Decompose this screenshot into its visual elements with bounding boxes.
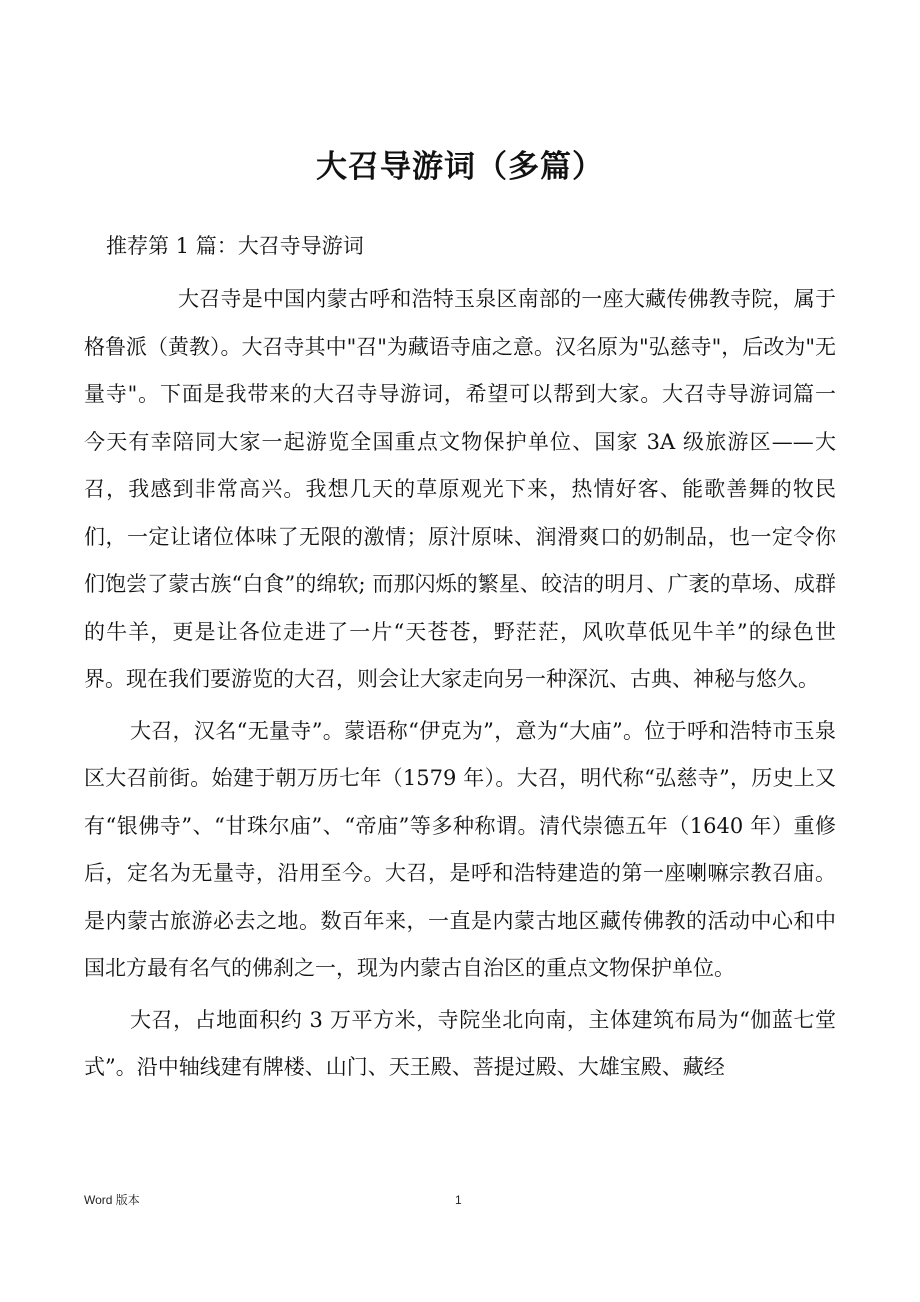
- footer-page-number: 1: [455, 1193, 462, 1207]
- body-paragraph: 大召，占地面积约 3 万平方米，寺院坐北向南，主体建筑布局为“伽蓝七堂式”。沿中轴线建有牌楼、山门、天王殿、菩提过殿、大雄宝殿、藏经: [84, 1007, 836, 1079]
- body-paragraph: 大召，汉名“无量寺”。蒙语称“伊克为”，意为“大庙”。位于呼和浩特市玉泉区大召前街。始建于朝万历七年（1579 年）。大召，明代称“弘慈寺”，历史上又有“银佛寺”、“甘珠尔庙”、“帝庙”等多种称谓。清代崇德五年（1640 年）重修后，定名为无量寺，沿用至今。大召，是呼和浩特建造的第一座喇嘛宗教召庙。是内蒙古旅游必去之地。数百年来，一直是内蒙古地区藏传佛教的活动中心和中国北方最有名气的佛刹之一，现为内蒙古自治区的重点文物保护单位。: [84, 718, 836, 980]
- section-subtitle: 推荐第 1 篇：大召寺导游词: [106, 234, 364, 258]
- body-paragraph: 大召寺是中国内蒙古呼和浩特玉泉区南部的一座大藏传佛教寺院，属于格鲁派（黄教）。大召寺其中"召"为藏语寺庙之意。汉名原为"弘慈寺"，后改为"无量寺"。下面是我带来的大召寺导游词，希望可以帮到大家。大召寺导游词篇一 今天有幸陪同大家一起游览全国重点文物保护单位、国家 3A 级旅游区——大召，我感到非常高兴。我想几天的草原观光下来，热情好客、能歌善舞的牧民们，一定让诸位体味了无限的激情；原汁原味、润滑爽口的奶制品，也一定令你们饱尝了蒙古族“白食”的绵软; 而那闪烁的繁星、皎洁的明月、广袤的草场、成群的牛羊，更是让各位走进了一片“天苍苍，野茫茫，风吹草低见牛羊”的绿色世界。现在我们要游览的大召，则会让大家走向另一种深沉、古典、神秘与悠久。: [84, 287, 878, 691]
- document-body: [84, 276, 878, 1096]
- document-title: 大召导游词（多篇）: [316, 149, 604, 185]
- footer-version-label: Word 版本: [84, 1193, 140, 1207]
